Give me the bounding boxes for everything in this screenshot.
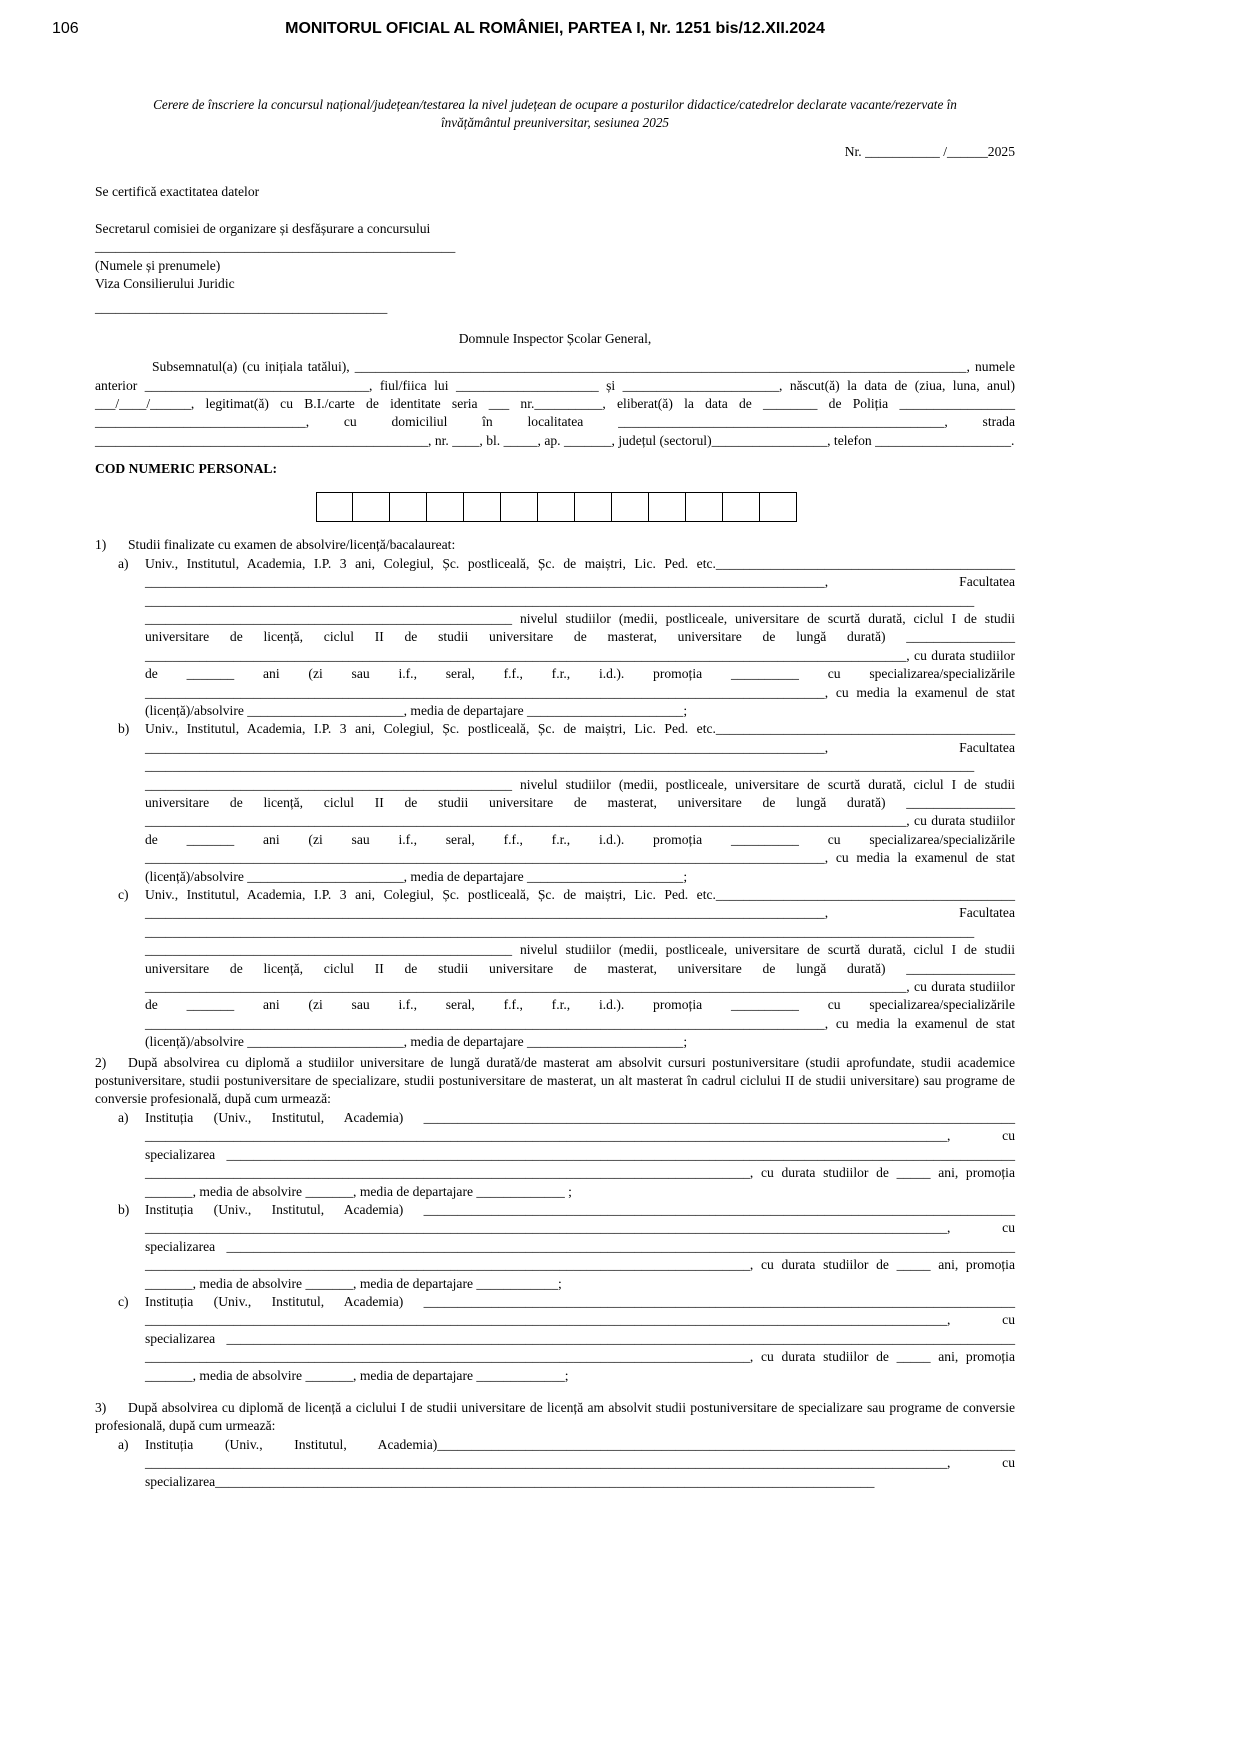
- page-header-bar: [0, 0, 1240, 38]
- section-3-header: [95, 1399, 1015, 1436]
- page-number: 106: [52, 20, 79, 37]
- item-text: Instituția (Univ., Institutul, Academia) _______________________________________________________________________________________ ______________________________________________________________________________________________________________________, cu specializarea ____________________________________________________________________________________________________________________ _________________________________________________________________________________________, cu durata studiilor de _____ ani, promoția _______, media de absolvire _______, media de departajare _____________;: [145, 1293, 1015, 1383]
- cnp-box: [464, 492, 501, 522]
- item-label: a): [118, 1109, 129, 1125]
- section-1-title: Studii finalizate cu examen de absolvire/licență/bacalaureat:: [128, 537, 456, 553]
- secretary-signature-line: _____________________________________________________: [95, 239, 456, 255]
- cnp-box: [427, 492, 464, 522]
- cnp-box: [612, 492, 649, 522]
- item-label: a): [118, 555, 129, 571]
- form-title: [95, 96, 1015, 131]
- form-content: [95, 96, 1015, 1491]
- section-3-item-a: [95, 1436, 1015, 1491]
- section-2-item-c: [95, 1293, 1015, 1385]
- salutation: Domnule Inspector Școlar General,: [458, 330, 652, 346]
- certification-block: [95, 183, 1015, 317]
- section-2-item-b: [95, 1201, 1015, 1293]
- item-text: Univ., Institutul, Academia, I.P. 3 ani, Colegiul, Șc. postliceală, Șc. de maiștri, Lic. Ped. etc.____________________________________________ ____________________________________________________________________________________________________, Facultatea __________________________________________________________________________________________________________________________ ______________________________________________________ nivelul studiilor (medii, postliceale, universitare de scurtă durată, ciclul I de studii universitare de licență, ciclul II de studii universitare de masterat, universitare de lungă durată) ________________ ________________________________________________________________________________________________________________, cu durata studiilor de _______ ani (zi sau i.f., seral, f.f., f.r., i.d.). promoția __________ cu specializarea/specializările ____________________________________________________________________________________________________, cu media la examenul de stat (licență)/absolvire _______________________, media de departajare _______________________;: [145, 721, 1015, 884]
- section-1-item-b: [95, 720, 1015, 886]
- cnp-label: COD NUMERIC PERSONAL:: [95, 461, 278, 477]
- certify-text: Se certifică exactitatea datelor: [95, 184, 260, 200]
- item-text: Instituția (Univ., Institutul, Academia)_____________________________________________________________________________________ ______________________________________________________________________________________________________________________, cu specializarea_________________________________________________________________________________________________: [145, 1436, 1015, 1489]
- cnp-box: [390, 492, 427, 522]
- section-1-item-c: [95, 886, 1015, 1052]
- section-2-item-a: [95, 1109, 1015, 1201]
- item-label: c): [118, 1293, 129, 1309]
- section-1-header: [95, 536, 1015, 554]
- cnp-box: [316, 492, 353, 522]
- item-label: c): [118, 887, 129, 902]
- item-text: Instituția (Univ., Institutul, Academia) _______________________________________________________________________________________ ______________________________________________________________________________________________________________________, cu specializarea ____________________________________________________________________________________________________________________ _________________________________________________________________________________________, cu durata studiilor de _____ ani, promoția _______, media de absolvire _______, media de departajare ____________;: [145, 1201, 1015, 1291]
- form-title-line-1: Cerere de înscriere la concursul național/județean/testarea la nivel județean de ocupare a posturilor didactice/catedrelor declarate vacante/rezervate în: [153, 97, 957, 112]
- section-3: [95, 1399, 1015, 1491]
- form-title-line-2: învățământul preuniversitar, sesiunea 2025: [440, 114, 670, 130]
- section-2: [95, 1054, 1015, 1385]
- cnp-box: [353, 492, 390, 522]
- item-text: Univ., Institutul, Academia, I.P. 3 ani, Colegiul, Șc. postliceală, Șc. de maiștri, Lic. Ped. etc.____________________________________________ ____________________________________________________________________________________________________, Facultatea __________________________________________________________________________________________________________________________ ______________________________________________________ nivelul studiilor (medii, postliceale, universitare de scurtă durată, ciclul I de studii universitare de licență, ciclul II de studii universitare de masterat, universitare de lungă durată) ________________ ________________________________________________________________________________________________________________, cu durata studiilor de _______ ani (zi sau i.f., seral, f.f., f.r., i.d.). promoția __________ cu specializarea/specializările ____________________________________________________________________________________________________, cu media la examenul de stat (licență)/absolvire _______________________, media de departajare _______________________;: [145, 887, 1015, 1050]
- section-1-item-a: [95, 555, 1015, 721]
- cnp-box: [723, 492, 760, 522]
- legal-visa-label: Viza Consilierului Juridic: [95, 276, 235, 292]
- section-3-title: După absolvirea cu diplomă de licență a ciclului I de studii universitare de licență am absolvit studii postuniversitare de specializare sau programe de conversie profesională, după cum urmează:: [95, 1399, 1015, 1434]
- item-text: Univ., Institutul, Academia, I.P. 3 ani, Colegiul, Șc. postliceală, Șc. de maiștri, Lic. Ped. etc.____________________________________________ ____________________________________________________________________________________________________, Facultatea __________________________________________________________________________________________________________________________ ______________________________________________________ nivelul studiilor (medii, postliceale, universitare de scurtă durată, ciclul I de studii universitare de licență, ciclul II de studii universitare de masterat, universitare de lungă durată) ________________ ________________________________________________________________________________________________________________, cu durata studiilor de _______ ani (zi sau i.f., seral, f.f., f.r., i.d.). promoția __________ cu specializarea/specializările ____________________________________________________________________________________________________, cu media la examenul de stat (licență)/absolvire _______________________, media de departajare _______________________;: [145, 555, 1015, 718]
- registration-number-line: Nr. ___________ /______2025: [844, 144, 1015, 159]
- intro-paragraph: Subsemnatul(a) (cu inițiala tatălui), __________________________________________________________________________________________, numele anterior _________________________________, fiul/fiica lui _____________________ și _______________________, născut(ă) la data de (ziua, luna, anul) ___/____/______, legitimat(ă) cu B.I./carte de identitate seria ___ nr.__________, eliberat(ă) la data de ________ de Poliția _________________ _______________________________, cu domiciliul în localitatea ________________________________________________, strada _________________________________________________, nr. ____, bl. _____, ap. _______, județul (sectorul)_________________, telefon ____________________.: [95, 359, 1015, 448]
- journal-header: MONITORUL OFICIAL AL ROMÂNIEI, PARTEA I, Nr. 1251 bis/12.XII.2024: [285, 20, 825, 37]
- cnp-box: [760, 492, 797, 522]
- name-label: (Numele și prenumele): [95, 257, 221, 273]
- section-2-number: 2): [95, 1054, 107, 1070]
- cnp-box: [575, 492, 612, 522]
- item-text: Instituția (Univ., Institutul, Academia) _______________________________________________________________________________________ ______________________________________________________________________________________________________________________, cu specializarea ____________________________________________________________________________________________________________________ _________________________________________________________________________________________, cu durata studiilor de _____ ani, promoția _______, media de absolvire _______, media de departajare _____________ ;: [145, 1109, 1015, 1199]
- cnp-box: [501, 492, 538, 522]
- section-3-number: 3): [95, 1399, 107, 1415]
- item-label: a): [118, 1436, 129, 1452]
- section-2-title: După absolvirea cu diplomă a studiilor universitare de lungă durată/de masterat am absolvit cursuri postuniversitare (studii aprofundate, studii academice postuniversitare, studii postuniversitare de specializare, studii postuniversitare de masterat, un alt masterat în cadrul ciclului II de studii universitare) sau programe de conversie profesională, după cum urmează:: [95, 1054, 1015, 1107]
- secretary-title: Secretarul comisiei de organizare și desfășurare a concursului: [95, 220, 431, 236]
- cnp-box: [649, 492, 686, 522]
- cnp-box: [686, 492, 723, 522]
- item-label: b): [118, 721, 130, 737]
- cnp-box: [538, 492, 575, 522]
- visa-signature-line: ___________________________________________: [95, 300, 388, 316]
- item-label: b): [118, 1201, 130, 1217]
- section-1-number: 1): [95, 537, 107, 553]
- section-2-header: [95, 1054, 1015, 1109]
- section-1: [95, 536, 1015, 1051]
- cnp-boxes: [316, 492, 1015, 522]
